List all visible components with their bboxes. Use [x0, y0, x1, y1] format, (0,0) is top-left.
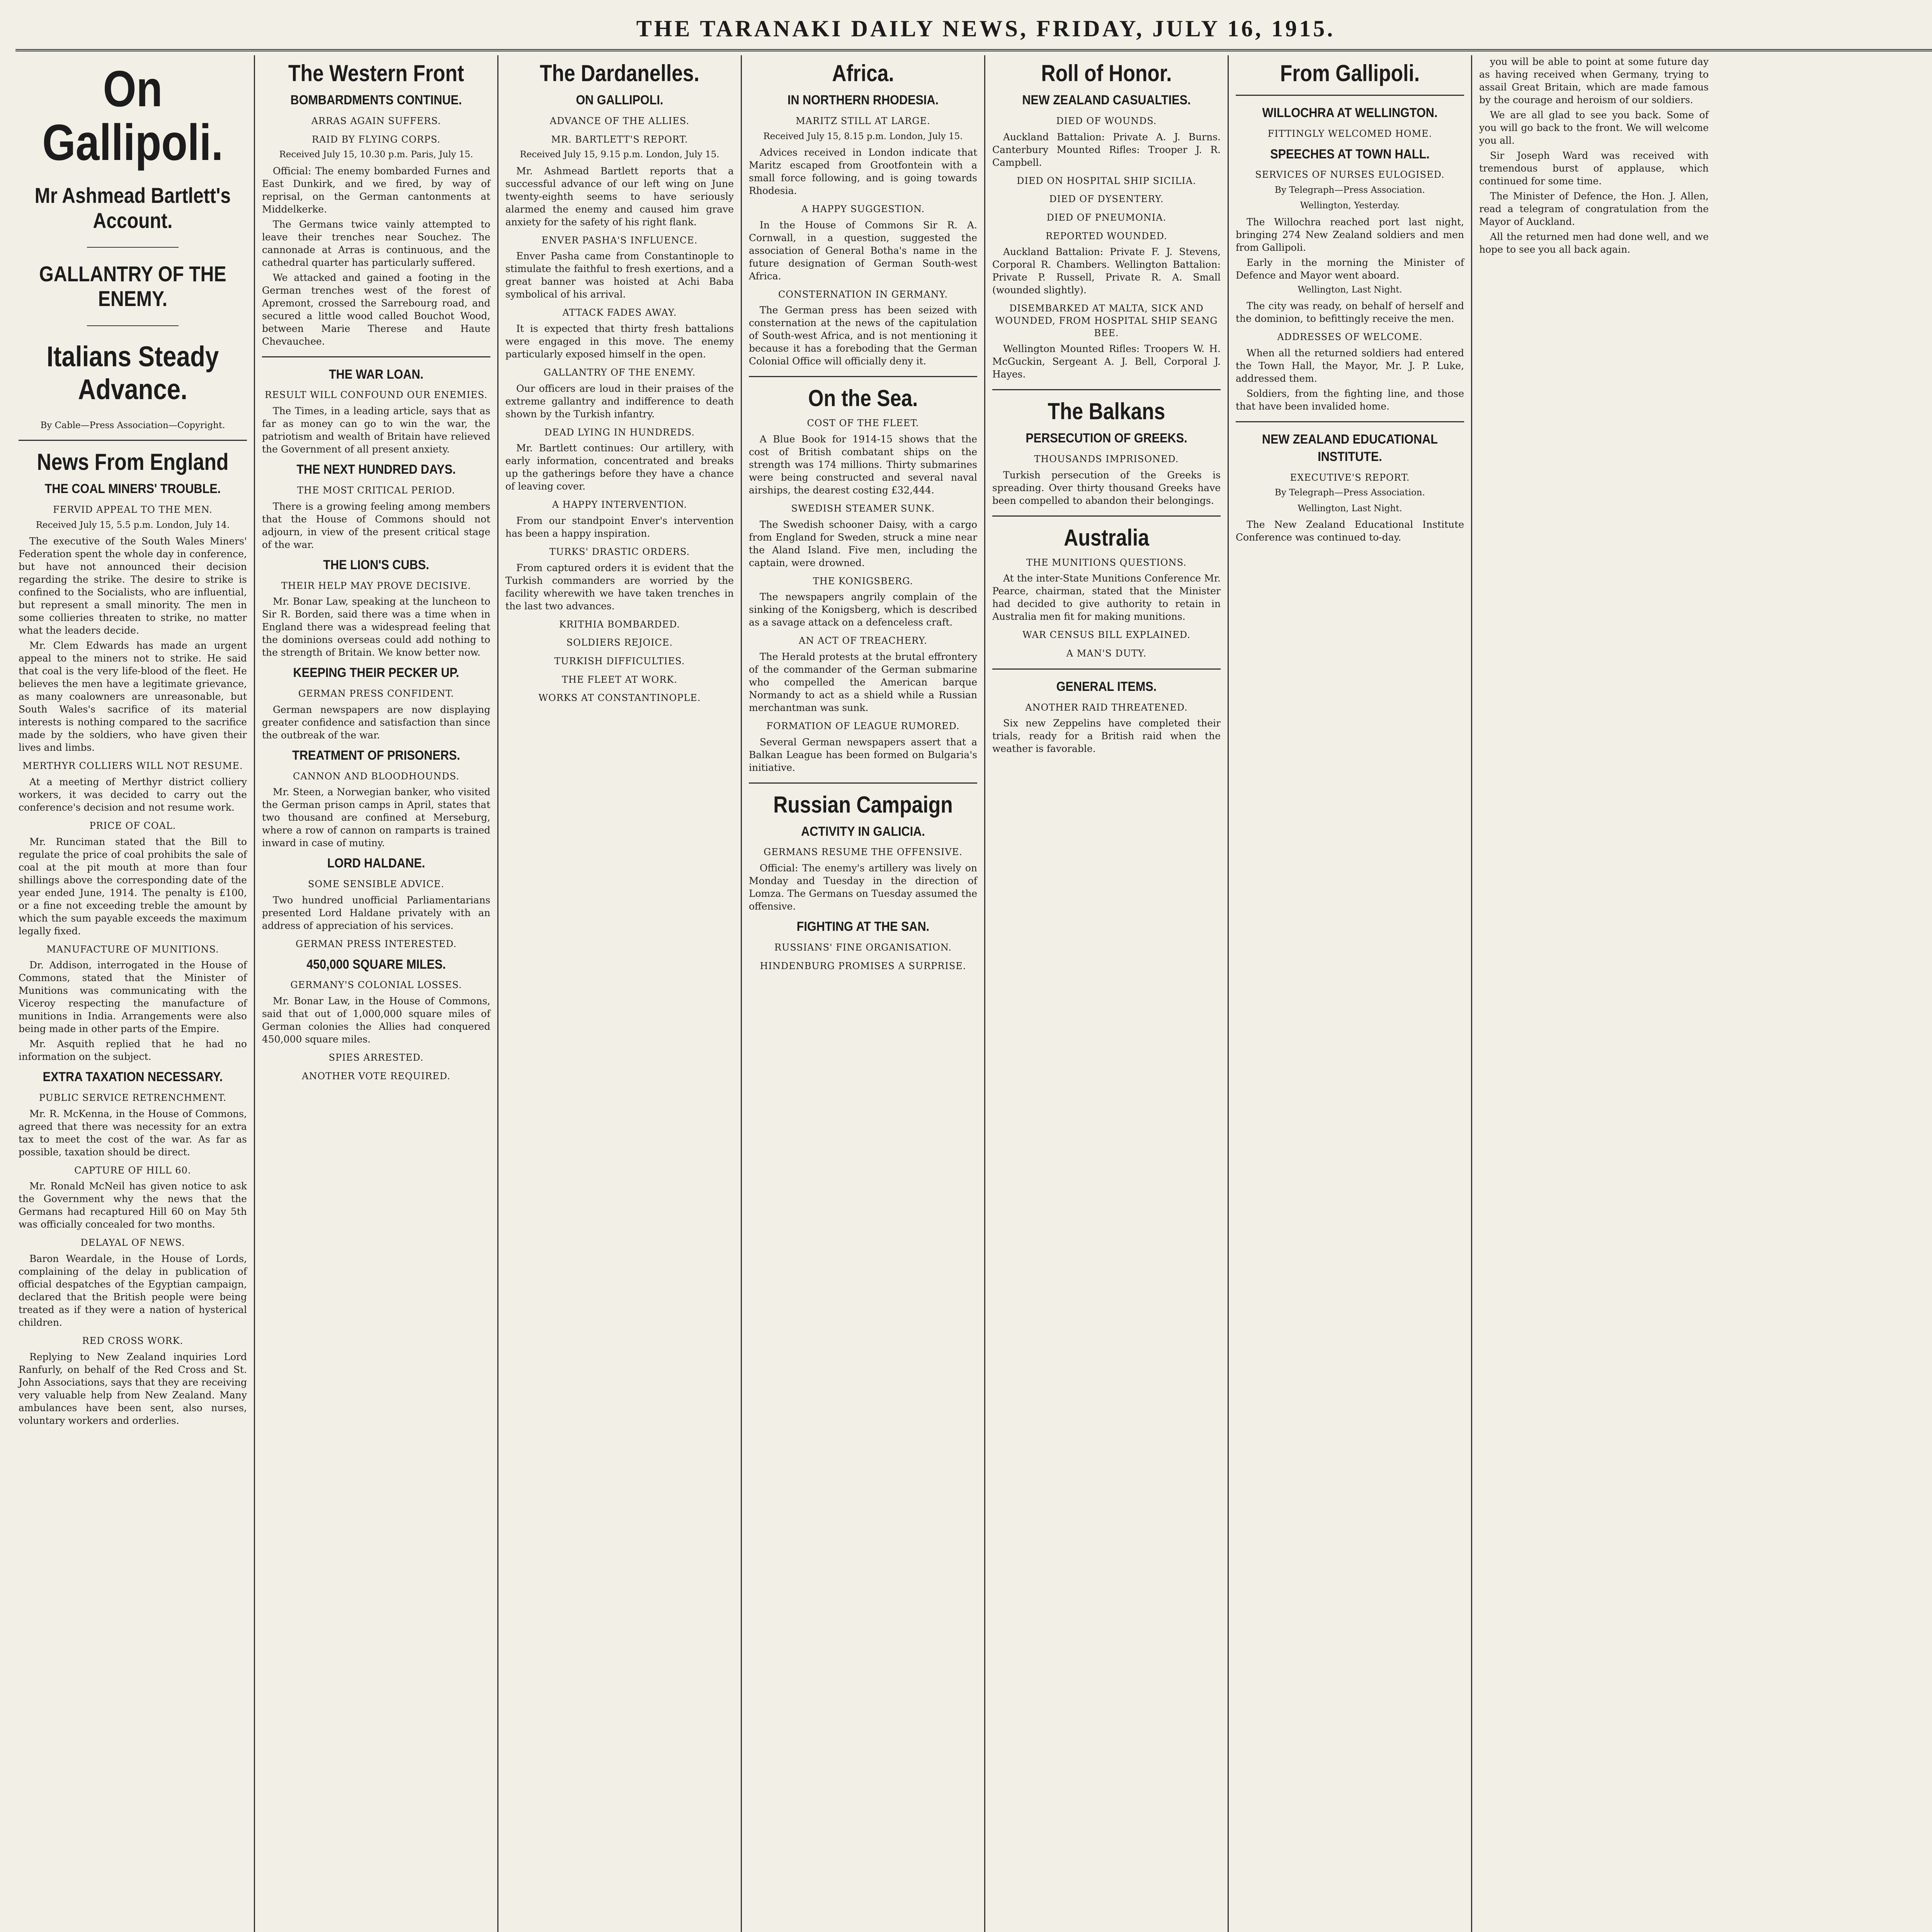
cap-confound: RESULT WILL CONFOUND OUR ENEMIES. [265, 389, 488, 401]
paragraph: Several German newspapers assert that a Balkan League has been formed on Bulgaria's initiative. [749, 736, 977, 773]
divider [749, 376, 977, 377]
dateline: Wellington, Yesterday. [1300, 201, 1400, 211]
divider [992, 515, 1221, 517]
paragraph: German newspapers are now displaying greater confidence and satisfaction than since the outbreak of the war. [262, 704, 490, 741]
sub-rhodesia: IN NORTHERN RHODESIA. [787, 93, 939, 107]
dateline: Received July 15, 9.15 p.m. London, July 15. [520, 150, 719, 160]
cap-soldiers-rejoice: SOLDIERS REJOICE. [566, 637, 673, 648]
cap-cost-of-fleet: COST OF THE FLEET. [807, 418, 919, 429]
cap-constantinople: WORKS AT CONSTANTINOPLE. [538, 692, 701, 704]
paragraph: Mr. Clem Edwards has made an urgent appeal to the miners not to strike. He said that coal is the very life-blood of the fleet. He believes the men have a legitimate grievance, as many coalowners are unreasonable, but South Wales's sacrifice of its material interests is nothing compared to the sacrifice made by the soldiers, who have given their lives and limbs. [19, 640, 247, 753]
paragraph: Mr. Asquith replied that he had no information on the subject. [19, 1038, 247, 1063]
column-7 [1472, 55, 1716, 1932]
cap-raid-threatened: ANOTHER RAID THREATENED. [1025, 702, 1188, 713]
paragraph: The Swedish schooner Daisy, with a cargo from England for Sweden, struck a mine near the Aland Island. Five men, including the captain, were drowned. [749, 519, 977, 568]
paragraph: Two hundred unofficial Parliamentarians presented Lord Haldane privately with an address of appreciation of his services. [262, 894, 490, 931]
cap-bartlett-report: MR. BARTLETT'S REPORT. [551, 134, 688, 145]
paragraph: The newspapers angrily complain of the sinking of the Konigsberg, which is described as a savage attack on a defenceless craft. [749, 591, 977, 628]
column-6 [1229, 55, 1472, 1932]
paragraph: Turkish persecution of the Greeks is spreading. Over thirty thousand Greeks have been compelled to abandon their belongings. [992, 469, 1221, 506]
sub-hundred-days: THE NEXT HUNDRED DAYS. [296, 462, 456, 477]
cap-attack-fades: ATTACK FADES AWAY. [562, 307, 677, 318]
paragraph: The Times, in a leading article, says that as far as money can go to win the war, the patriotism and wealth of Britain have relieved the Government of all present anxiety. [262, 405, 490, 455]
cap-mans-duty: A MAN'S DUTY. [1066, 648, 1147, 659]
cap-advance: ADVANCE OF THE ALLIES. [549, 115, 690, 126]
paragraph: Mr. Bartlett continues: Our artillery, with early information, concentrated and breaks up the gatherings before they have a chance of leaving cover. [505, 442, 734, 492]
cap-dysentery: DIED OF DYSENTERY. [1049, 194, 1164, 205]
cap-hindenburg: HINDENBURG PROMISES A SURPRISE. [760, 960, 966, 971]
paragraph: From captured orders it is evident that the Turkish commanders are worried by the facility wherewith we have taken trenches in the last two advances. [505, 562, 734, 612]
divider [1236, 421, 1464, 422]
paragraph: Mr. Bonar Law, speaking at the luncheon to Sir R. Borden, said there was a time when in England there was a widespread feeling that the dominions overseas could add nothing to the strength of Britain. We know better now. [262, 596, 490, 658]
cap-treachery: AN ACT OF TREACHERY. [799, 635, 927, 646]
cap-census-bill: WAR CENSUS BILL EXPLAINED. [1022, 629, 1190, 641]
cap-germans-resume: GERMANS RESUME THE OFFENSIVE. [764, 847, 963, 858]
cap-nurses: SERVICES OF NURSES EULOGISED. [1255, 169, 1445, 180]
paragraph: Dr. Addison, interrogated in the House of Commons, stated that the Minister of Munitions was communicating with the Viceroy respecting the manufacture of munitions in India. Arrangements were also being made in other parts of the Empire. [19, 959, 247, 1035]
paragraph: The New Zealand Educational Institute Conference was continued to-day. [1236, 519, 1464, 543]
paragraph: Enver Pasha came from Constantinople to stimulate the faithful to fresh exertions, and a great banner was hoisted at Achi Baba symbolical of his arrival. [505, 250, 734, 300]
cap-pneumonia: DIED OF PNEUMONIA. [1046, 212, 1167, 223]
cap-krithia: KRITHIA BOMBARDED. [559, 619, 680, 630]
section-dardanelles: The Dardanelles. [540, 60, 699, 86]
cap-swedish-steamer: SWEDISH STEAMER SUNK. [791, 503, 935, 514]
cap-hill-60: CAPTURE OF HILL 60. [74, 1165, 191, 1176]
paragraph: Mr. R. McKenna, in the House of Commons, agreed that there was necessity for an extra tax to meet the cost of the war. As far as possible, taxation should be direct. [19, 1108, 247, 1158]
divider [262, 356, 490, 357]
cap-drastic-orders: TURKS' DRASTIC ORDERS. [549, 546, 690, 557]
sub-galicia: ACTIVITY IN GALICIA. [801, 824, 925, 839]
paragraph: Advices received in London indicate that Maritz escaped from Grootfontein with a small force following, and is going towards Rhodesia. [749, 146, 977, 196]
divider [992, 668, 1221, 670]
sub-prisoners: TREATMENT OF PRISONERS. [292, 748, 460, 763]
cap-addresses: ADDRESSES OF WELCOME. [1277, 332, 1423, 343]
cap-munitions-questions: THE MUNITIONS QUESTIONS. [1026, 557, 1187, 568]
sub-extra-taxation: EXTRA TAXATION NECESSARY. [43, 1070, 223, 1085]
dateline: Received July 15, 10.30 p.m. Paris, July 15. [279, 150, 473, 160]
divider [749, 782, 977, 784]
sub-lions-cubs: THE LION'S CUBS. [323, 557, 429, 572]
paragraph: Mr. Runciman stated that the Bill to regulate the price of coal prohibits the sale of coal at the pit mouth at more than four shillings above the corresponding date of the year ended June, 1914. The penalty is £100, or a fine not exceeding treble the amount by which the sum payable exceeds the maximum legally fixed. [19, 836, 247, 937]
cap-raid: RAID BY FLYING CORPS. [311, 134, 441, 145]
section-africa: Africa. [832, 60, 894, 86]
cap-turkish-difficulties: TURKISH DIFFICULTIES. [554, 655, 685, 667]
cap-malta: DISEMBARKED AT MALTA, SICK AND WOUNDED, FROM HOSPITAL SHIP SEANG BEE. [995, 303, 1218, 338]
section-on-the-sea: On the Sea. [808, 385, 918, 412]
dateline: Wellington, Last Night. [1298, 284, 1402, 295]
sub-fighting-san: FIGHTING AT THE SAN. [796, 919, 930, 934]
cap-executive-report: EXECUTIVE'S REPORT. [1290, 472, 1410, 483]
cap-reported-wounded: REPORTED WOUNDED. [1046, 230, 1167, 242]
paragraph: Baron Weardale, in the House of Lords, complaining of the delay in publication of official despatches of the Egyptian campaign, declared that the British people were being treated as if they were a nation of hysterical children. [19, 1253, 247, 1328]
paragraph: Our officers are loud in their praises of the extreme gallantry and indifference to death shown by the Turkish infantry. [505, 383, 734, 420]
paragraph: Mr. Steen, a Norwegian banker, who visited the German prison camps in April, states that two thousand are confined at Merseburg, where a row of cannon on ramparts is trained inward in case of mutiny. [262, 786, 490, 849]
main-headline: On Gallipoli. [42, 60, 223, 171]
sub-greeks: PERSECUTION OF GREEKS. [1026, 431, 1187, 446]
cap-vote: ANOTHER VOTE REQUIRED. [302, 1070, 451, 1082]
paragraph: The Herald protests at the brutal effrontery of the commander of the German submarine who compelled the American barque Normandy to act as a shield while a Russian merchantman was sunk. [749, 651, 977, 713]
paragraph: We attacked and gained a footing in the German trenches west of the forest of Apremont, crossed the Sarrebourg road, and secured a little wood called Bouchot Wood, between Marie Therese and Haute Chevauchee. [262, 272, 490, 347]
paragraph: Auckland Battalion: Private F. J. Stevens, Corporal R. Chambers. Wellington Battalion: Private P. Russell, Private R. A. Small (wounded slightly). [992, 246, 1221, 296]
paragraph: Early in the morning the Minister of Defence and Mayor went aboard. [1236, 257, 1464, 281]
paragraph: At the inter-State Munitions Conference Mr. Pearce, chairman, stated that the Minister had decided to give authority to retain in Australia men fit for making munitions. [992, 573, 1221, 622]
paragraph: It is expected that thirty fresh battalions were engaged in this move. The enemy particularly exposed himself in the open. [505, 323, 734, 360]
paragraph: We are all glad to see you back. Some of you will go back to the front. We will welcome you all. [1479, 109, 1709, 146]
cap-consternation: CONSTERNATION IN GERMANY. [778, 289, 948, 300]
cap-critical-period: THE MOST CRITICAL PERIOD. [297, 485, 455, 496]
dateline: Wellington, Last Night. [1298, 503, 1402, 514]
sub-on-gallipoli: ON GALLIPOLI. [576, 93, 663, 107]
cap-dead-lying: DEAD LYING IN HUNDREDS. [544, 427, 695, 438]
section-from-gallipoli: From Gallipoli. [1280, 60, 1420, 86]
cap-cannon: CANNON AND BLOODHOUNDS. [293, 770, 459, 782]
paragraph: Mr. Bonar Law, in the House of Commons, said that out of 1,000,000 square miles of German colonies the Allies had conquered 450,000 square miles. [262, 995, 490, 1045]
cap-arras: ARRAS AGAIN SUFFERS. [311, 115, 441, 126]
cap-fleet-at-work: THE FLEET AT WORK. [562, 674, 677, 685]
masthead: THE TARANAKI DAILY NEWS, FRIDAY, JULY 16, 1915. [15, 15, 1932, 51]
column-2 [255, 55, 498, 1932]
cap-colonial-losses: GERMANY'S COLONIAL LOSSES. [290, 980, 462, 991]
paragraph: Mr. Ashmead Bartlett reports that a successful advance of our left wing on June twenty-eighth seems to have seriously alarmed the enemy and caused him grave anxiety for the safety of his right flank. [505, 165, 734, 228]
paragraph: Official: The enemy bombarded Furnes and East Dunkirk, and we fired, by way of reprisal, on the German cantonments at Middelkerke. [262, 165, 490, 215]
dateline: Received July 15, 8.15 p.m. London, July 15. [763, 131, 963, 141]
section-australia: Australia [1064, 524, 1149, 551]
section-news-from-england: News From England [37, 449, 229, 475]
sub-willochra: WILLOCHRA AT WELLINGTON. [1262, 105, 1438, 120]
paragraph: Soldiers, from the fighting line, and those that have been invalided home. [1236, 388, 1464, 412]
sub-square-miles: 450,000 SQUARE MILES. [306, 957, 446, 972]
paragraph: Wellington Mounted Rifles: Troopers W. H. McGuckin, Sergeant A. J. Bell, Corporal J. Hayes. [992, 343, 1221, 380]
section-balkans: The Balkans [1048, 398, 1165, 425]
paragraph: The German press has been seized with consternation at the news of the capitulation of South-west Africa, and is not mentioning it because it has a foreboding that the German Colonial Office will officially deny it. [749, 304, 977, 367]
cap-retrenchment: PUBLIC SERVICE RETRENCHMENT. [39, 1092, 227, 1104]
cap-organisation: RUSSIANS' FINE ORGANISATION. [774, 942, 952, 953]
cap-konigsberg: THE KONIGSBERG. [813, 575, 913, 587]
column-5 [985, 55, 1229, 1932]
section-russian-campaign: Russian Campaign [773, 791, 953, 818]
paragraph: The Minister of Defence, the Hon. J. Allen, read a telegram of congratulation from the Mayor of Auckland. [1479, 190, 1709, 227]
paragraph: There is a growing feeling among members that the House of Commons should not adjourn, in view of the present critical stage of the war. [262, 500, 490, 550]
divider [87, 247, 178, 248]
paragraph: The Willochra reached port last night, bringing 274 New Zealand soldiers and men from Gallipoli. [1236, 216, 1464, 253]
paragraph: When all the returned soldiers had entered the Town Hall, the Mayor, Mr. J. P. Luke, addressed them. [1236, 347, 1464, 384]
paragraph: The Germans twice vainly attempted to leave their trenches near Souchez. The cannonade at Arras is continuous, and the cathedral quarter has particularly suffered. [262, 218, 490, 268]
paragraph: The city was ready, on behalf of herself and the dominion, to befittingly receive the men. [1236, 300, 1464, 325]
subheadline-gallantry: GALLANTRY OF THE ENEMY. [39, 261, 226, 311]
cap-intervention: A HAPPY INTERVENTION. [552, 499, 687, 510]
section-western-front: The Western Front [288, 60, 464, 86]
paragraph: Replying to New Zealand inquiries Lord Ranfurly, on behalf of the Red Cross and St. John Associations, says that they are receiving very valuable help from New Zealand. Many ambulances have been sent, also nurses, voluntary workers and orderlies. [19, 1351, 247, 1426]
paragraph: A Blue Book for 1914-15 shows that the cost of British combatant ships on the strength was 174 millions. Thirty submarines were being constructed and several naval airships, the dearest costing £32,444. [749, 433, 977, 496]
cap-red-cross: RED CROSS WORK. [82, 1335, 184, 1347]
cap-delay-of-news: DELAYAL OF NEWS. [80, 1237, 185, 1248]
column-1 [12, 55, 255, 1932]
paragraph: Auckland Battalion: Private A. J. Burns. Canterbury Mounted Rifles: Trooper J. R. Campbell. [992, 131, 1221, 168]
sub-coal-miners: THE COAL MINERS' TROUBLE. [44, 481, 221, 497]
sub-casualties: NEW ZEALAND CASUALTIES. [1022, 93, 1191, 107]
paragraph: Mr. Ronald McNeil has given notice to ask the Government why the news that the Germans had recaptured Hill 60 on May 5th was officially concealed for two months. [19, 1180, 247, 1230]
cap-enver: ENVER PASHA'S INFLUENCE. [541, 235, 698, 246]
cap-league: FORMATION OF LEAGUE RUMORED. [766, 720, 960, 731]
cap-fervid-appeal: FERVID APPEAL TO THE MEN. [53, 504, 213, 515]
cap-decisive: THEIR HELP MAY PROVE DECISIVE. [281, 580, 471, 591]
paragraph: At a meeting of Merthyr district colliery workers, it was decided to carry out the conference's decision and not resume work. [19, 776, 247, 813]
cap-sensible-advice: SOME SENSIBLE ADVICE. [308, 879, 444, 890]
divider [992, 389, 1221, 390]
cap-spies: SPIES ARRESTED. [328, 1052, 424, 1063]
divider [1236, 95, 1464, 96]
sub-educational-institute: NEW ZEALAND EDUCATIONAL INSTITUTE. [1262, 432, 1438, 464]
byline: By Cable—Press Association—Copyright. [40, 420, 225, 430]
cap-merthyr: MERTHYR COLLIERS WILL NOT RESUME. [22, 760, 243, 772]
divider [19, 440, 247, 441]
sub-speeches: SPEECHES AT TOWN HALL. [1270, 146, 1430, 162]
sub-pecker-up: KEEPING THEIR PECKER UP. [293, 665, 459, 680]
cap-imprisoned: THOUSANDS IMPRISONED. [1034, 454, 1179, 465]
cap-munitions: MANUFACTURE OF MUNITIONS. [46, 944, 219, 955]
sub-lord-haldane: LORD HALDANE. [327, 856, 425, 871]
paragraph: Official: The enemy's artillery was lively on Monday and Tuesday in the direction of Lomza. The Germans on Tuesday assumed the offensive. [749, 862, 977, 912]
section-roll-of-honor: Roll of Honor. [1041, 60, 1172, 86]
paragraph: Six new Zeppelins have completed their trials, ready for a British raid when the weather is favorable. [992, 718, 1221, 755]
cap-suggestion: A HAPPY SUGGESTION. [801, 203, 925, 214]
columns [12, 55, 1932, 1932]
section-general-items: GENERAL ITEMS. [1056, 679, 1157, 694]
byline: By Telegraph—Press Association. [1275, 488, 1425, 498]
divider [87, 325, 178, 326]
sub-bombardments: BOMBARDMENTS CONTINUE. [290, 93, 462, 107]
cap-hospital-ship: DIED ON HOSPITAL SHIP SICILIA. [1017, 175, 1196, 186]
cap-welcomed: FITTINGLY WELCOMED HOME. [1267, 128, 1432, 139]
dateline: Received July 15, 5.5 p.m. London, July 14. [36, 520, 230, 530]
paragraph: All the returned men had done well, and we hope to see you all back again. [1479, 231, 1709, 255]
paragraph: you will be able to point at some future day as having received when Germany, trying to assail Great Britain, which are made famous by the courage and heroism of our soldiers. [1479, 56, 1709, 105]
cap-price-of-coal: PRICE OF COAL. [89, 820, 176, 831]
subheadline-bartlett: Mr Ashmead Bartlett's Account. [34, 183, 231, 233]
byline: By Telegraph—Press Association. [1275, 185, 1425, 196]
paragraph: Sir Joseph Ward was received with tremendous burst of applause, which continued for some time. [1479, 150, 1709, 187]
cap-maritz: MARITZ STILL AT LARGE. [796, 115, 930, 126]
cap-press-interested: GERMAN PRESS INTERESTED. [296, 938, 457, 949]
cap-died-of-wounds: DIED OF WOUNDS. [1056, 115, 1157, 126]
paragraph: The executive of the South Wales Miners' Federation spent the whole day in conference, but have not announced their decision regarding the strike. The desire to strike is confined to the Socialists, who are influential, but represent a small minority. The men in some collieries threaten to strike, no matter what the leaders decide. [19, 536, 247, 636]
sub-war-loan: THE WAR LOAN. [329, 367, 423, 382]
paragraph: In the House of Commons Sir R. A. Cornwall, in a question, suggested the association of General Botha's name in the future designation of German South-west Africa. [749, 219, 977, 282]
cap-gallantry: GALLANTRY OF THE ENEMY. [543, 367, 696, 378]
paragraph: From our standpoint Enver's intervention has been a happy inspiration. [505, 515, 734, 539]
subheadline-italians: Italians Steady Advance. [46, 340, 219, 405]
column-3 [498, 55, 742, 1932]
cap-press-confident: GERMAN PRESS CONFIDENT. [298, 688, 454, 699]
column-4 [742, 55, 985, 1932]
